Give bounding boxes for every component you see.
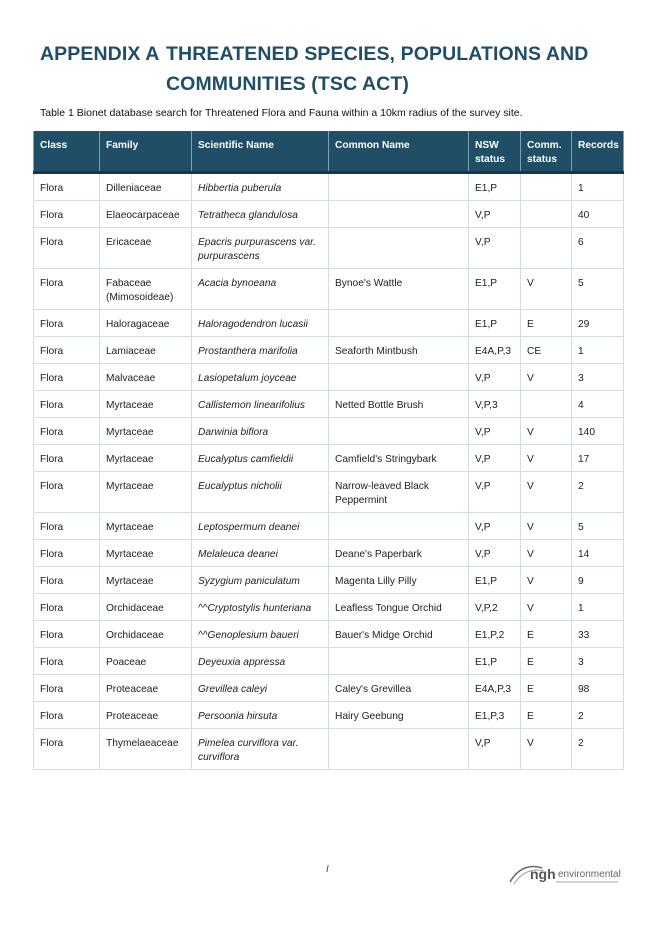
cell-family: Elaeocarpaceae [100,201,192,228]
table-row [34,391,624,418]
cell-comm-status: E [521,675,572,702]
header-class: Class [34,131,100,173]
cell-comm-status: E [521,621,572,648]
cell-class: Flora [34,594,100,621]
cell-class: Flora [34,173,100,201]
cell-scientific-name: Darwinia biflora [192,418,329,445]
cell-common-name: Caley's Grevillea [329,675,469,702]
cell-family: Lamiaceae [100,337,192,364]
table-caption: Table 1 Bionet database search for Threatened Flora and Fauna within a 10km radius of the survey site. [40,107,523,119]
cell-comm-status [521,173,572,201]
cell-family: Orchidaceae [100,621,192,648]
cell-comm-status: V [521,418,572,445]
table-row [34,269,624,310]
cell-records: 17 [572,445,624,472]
cell-records: 2 [572,472,624,513]
cell-nsw-status: E1,P [469,648,521,675]
cell-family: Myrtaceae [100,418,192,445]
cell-family: Myrtaceae [100,540,192,567]
logo-ngh-text: ngh [530,866,556,882]
cell-comm-status: E [521,310,572,337]
cell-family: Myrtaceae [100,567,192,594]
cell-scientific-name: Tetratheca glandulosa [192,201,329,228]
table-row [34,594,624,621]
cell-family: Orchidaceae [100,594,192,621]
cell-family: Ericaceae [100,228,192,269]
cell-common-name: Netted Bottle Brush [329,391,469,418]
cell-common-name [329,364,469,391]
cell-class: Flora [34,648,100,675]
cell-common-name [329,228,469,269]
cell-common-name: Hairy Geebung [329,702,469,729]
header-comm-status: Comm. status [521,131,572,173]
cell-nsw-status: V,P [469,228,521,269]
table-row [34,228,624,269]
cell-class: Flora [34,418,100,445]
cell-common-name: Narrow-leaved Black Peppermint [329,472,469,513]
cell-comm-status [521,228,572,269]
table-row [34,675,624,702]
cell-nsw-status: V,P [469,418,521,445]
table-body [34,173,624,770]
cell-scientific-name: Eucalyptus nicholii [192,472,329,513]
cell-class: Flora [34,729,100,770]
cell-family: Proteaceae [100,675,192,702]
cell-common-name: Deane's Paperbark [329,540,469,567]
table-row [34,201,624,228]
cell-nsw-status: E1,P,3 [469,702,521,729]
cell-scientific-name: Deyeuxia appressa [192,648,329,675]
cell-common-name [329,310,469,337]
cell-scientific-name: Pimelea curviflora var. curviflora [192,729,329,770]
header-common-name: Common Name [329,131,469,173]
table-row [34,364,624,391]
cell-nsw-status: V,P,3 [469,391,521,418]
appendix-label: APPENDIX A [40,43,160,65]
cell-scientific-name: ^^Cryptostylis hunteriana [192,594,329,621]
cell-nsw-status: E1,P,2 [469,621,521,648]
cell-records: 3 [572,648,624,675]
cell-scientific-name: Grevillea caleyi [192,675,329,702]
cell-nsw-status: E1,P [469,173,521,201]
cell-class: Flora [34,567,100,594]
cell-records: 4 [572,391,624,418]
table-header-row [34,131,624,173]
cell-class: Flora [34,228,100,269]
cell-records: 140 [572,418,624,445]
cell-records: 6 [572,228,624,269]
cell-comm-status: E [521,648,572,675]
cell-scientific-name: Epacris purpurascens var. purpurascens [192,228,329,269]
cell-records: 1 [572,337,624,364]
cell-scientific-name: Haloragodendron lucasii [192,310,329,337]
cell-common-name: Leafless Tongue Orchid [329,594,469,621]
appendix-title-line2: COMMUNITIES (TSC ACT) [166,73,409,95]
cell-common-name: Seaforth Mintbush [329,337,469,364]
cell-nsw-status: E1,P [469,567,521,594]
cell-common-name: Bynoe's Wattle [329,269,469,310]
cell-class: Flora [34,337,100,364]
cell-comm-status: V [521,513,572,540]
cell-common-name [329,201,469,228]
cell-records: 98 [572,675,624,702]
cell-class: Flora [34,391,100,418]
ngh-environmental-logo [508,860,620,890]
cell-nsw-status: V,P [469,445,521,472]
cell-comm-status: V [521,269,572,310]
cell-common-name [329,729,469,770]
cell-family: Myrtaceae [100,472,192,513]
logo-environmental-text: environmental [558,869,621,880]
table-row [34,729,624,770]
cell-records: 2 [572,729,624,770]
cell-nsw-status: V,P [469,729,521,770]
cell-records: 29 [572,310,624,337]
cell-class: Flora [34,621,100,648]
cell-scientific-name: Leptospermum deanei [192,513,329,540]
cell-nsw-status: V,P [469,201,521,228]
cell-class: Flora [34,675,100,702]
cell-class: Flora [34,364,100,391]
cell-class: Flora [34,445,100,472]
cell-records: 40 [572,201,624,228]
cell-scientific-name: Hibbertia puberula [192,173,329,201]
cell-scientific-name: Callistemon linearifolius [192,391,329,418]
cell-comm-status: V [521,364,572,391]
cell-common-name [329,173,469,201]
cell-family: Thymelaeaceae [100,729,192,770]
table-row [34,702,624,729]
cell-nsw-status: V,P,2 [469,594,521,621]
cell-comm-status: V [521,594,572,621]
threatened-species-table [33,131,624,770]
table-row [34,472,624,513]
header-nsw-status: NSW status [469,131,521,173]
table-row [34,540,624,567]
cell-scientific-name: Lasiopetalum joyceae [192,364,329,391]
cell-class: Flora [34,201,100,228]
header-records: Records [572,131,624,173]
cell-records: 1 [572,594,624,621]
cell-class: Flora [34,540,100,567]
cell-class: Flora [34,513,100,540]
cell-class: Flora [34,702,100,729]
cell-comm-status: V [521,445,572,472]
cell-scientific-name: Melaleuca deanei [192,540,329,567]
cell-records: 5 [572,269,624,310]
cell-comm-status: V [521,729,572,770]
cell-records: 1 [572,173,624,201]
table-row [34,337,624,364]
cell-nsw-status: V,P [469,513,521,540]
cell-family: Myrtaceae [100,391,192,418]
cell-scientific-name: Persoonia hirsuta [192,702,329,729]
cell-family: Haloragaceae [100,310,192,337]
header-family: Family [100,131,192,173]
table-row [34,418,624,445]
cell-nsw-status: E4A,P,3 [469,675,521,702]
cell-records: 33 [572,621,624,648]
cell-family: Proteaceae [100,702,192,729]
cell-scientific-name: Acacia bynoeana [192,269,329,310]
header-scientific-name: Scientific Name [192,131,329,173]
cell-comm-status: CE [521,337,572,364]
table-row [34,567,624,594]
cell-records: 5 [572,513,624,540]
cell-scientific-name: ^^Genoplesium baueri [192,621,329,648]
cell-common-name [329,648,469,675]
cell-common-name: Magenta Lilly Pilly [329,567,469,594]
cell-records: 9 [572,567,624,594]
cell-family: Dilleniaceae [100,173,192,201]
cell-family: Fabaceae (Mimosoideae) [100,269,192,310]
table-row [34,173,624,201]
table-row [34,621,624,648]
cell-nsw-status: V,P [469,540,521,567]
cell-family: Myrtaceae [100,445,192,472]
table-row [34,513,624,540]
cell-comm-status: E [521,702,572,729]
cell-common-name [329,418,469,445]
cell-nsw-status: E4A,P,3 [469,337,521,364]
cell-family: Poaceae [100,648,192,675]
cell-scientific-name: Eucalyptus camfieldii [192,445,329,472]
table-row [34,445,624,472]
cell-nsw-status: E1,P [469,310,521,337]
cell-class: Flora [34,310,100,337]
cell-class: Flora [34,472,100,513]
cell-nsw-status: E1,P [469,269,521,310]
table-row [34,648,624,675]
page-number: I [326,864,329,875]
cell-comm-status: V [521,540,572,567]
appendix-title-line1: THREATENED SPECIES, POPULATIONS AND [166,43,589,65]
cell-class: Flora [34,269,100,310]
cell-family: Myrtaceae [100,513,192,540]
cell-family: Malvaceae [100,364,192,391]
cell-records: 3 [572,364,624,391]
cell-comm-status: V [521,567,572,594]
cell-records: 14 [572,540,624,567]
table-row [34,310,624,337]
cell-common-name: Bauer's Midge Orchid [329,621,469,648]
cell-common-name [329,513,469,540]
cell-nsw-status: V,P [469,364,521,391]
cell-comm-status [521,201,572,228]
cell-comm-status [521,391,572,418]
cell-scientific-name: Prostanthera marifolia [192,337,329,364]
cell-nsw-status: V,P [469,472,521,513]
cell-records: 2 [572,702,624,729]
cell-common-name: Camfield's Stringybark [329,445,469,472]
cell-comm-status: V [521,472,572,513]
cell-scientific-name: Syzygium paniculatum [192,567,329,594]
